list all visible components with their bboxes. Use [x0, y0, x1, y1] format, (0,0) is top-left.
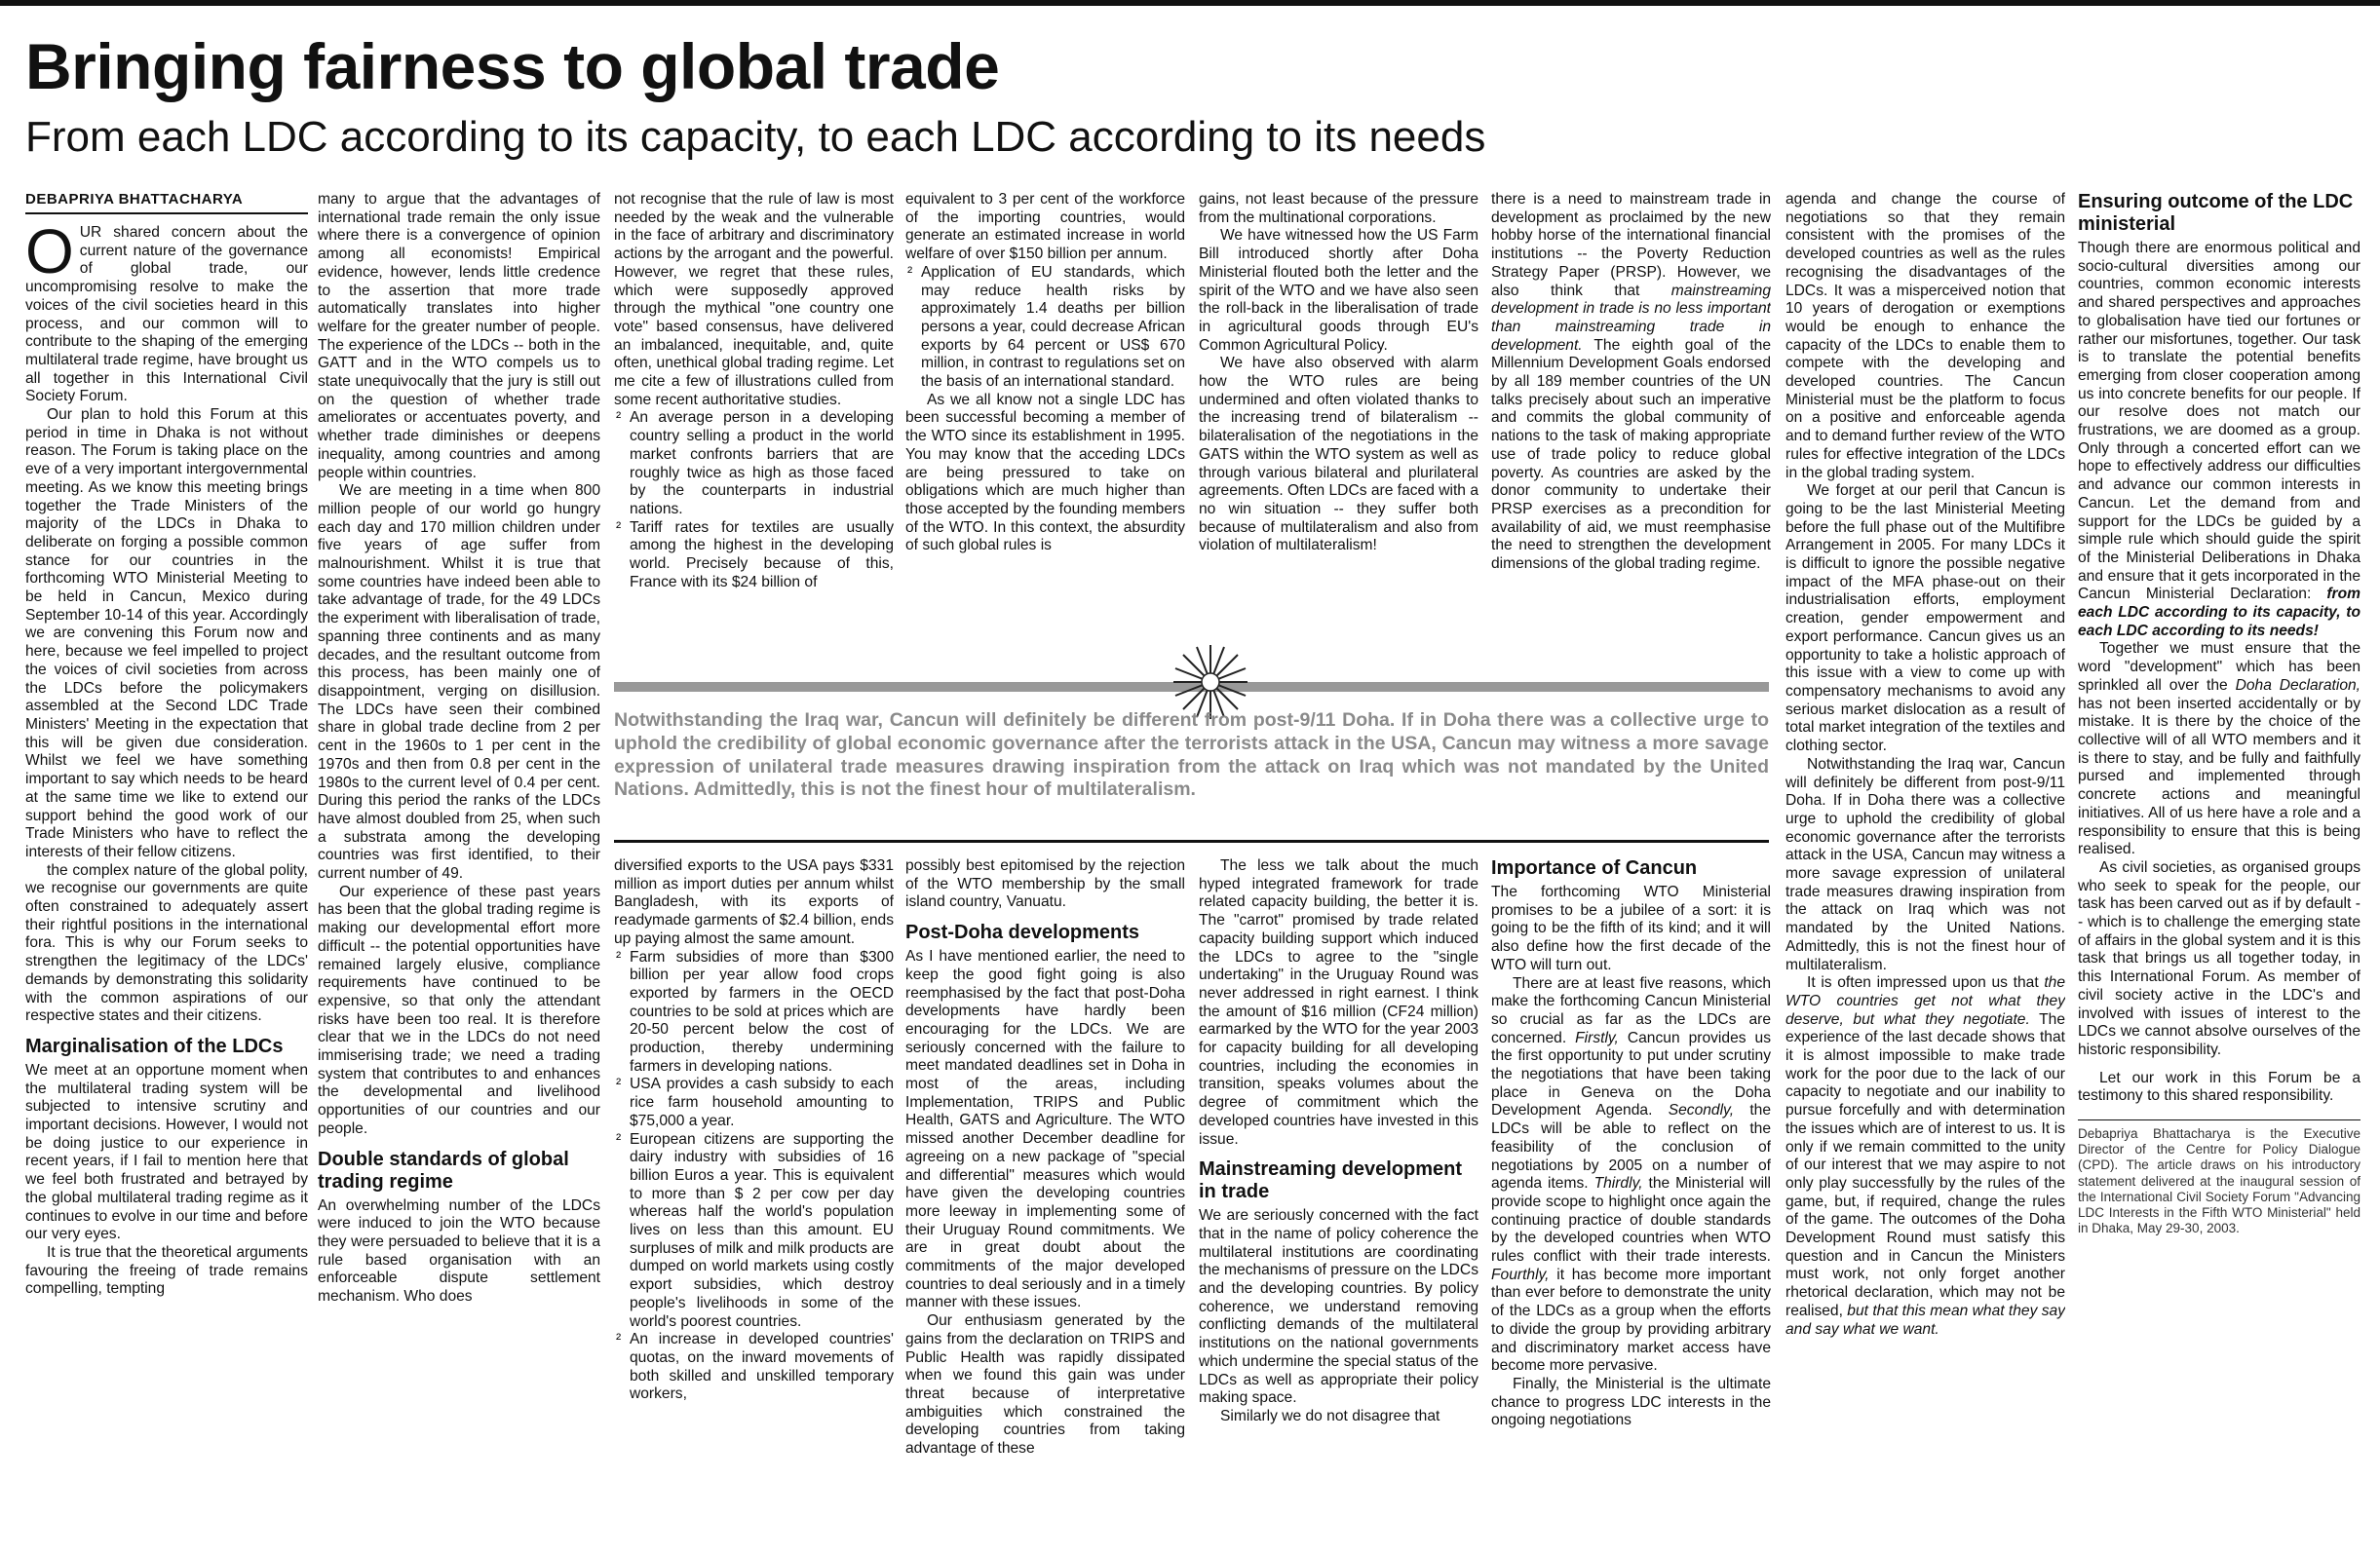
paragraph: As we all know not a single LDC has been successful becoming a member of the WTO since its establishment in 1995. You may know that the acceding LDCs are being pressured to take on obligations which are much higher than those accepted by the founding members of the WTO. In this context, the absurdity of such global rules is [905, 391, 1185, 554]
paragraph [1785, 974, 2065, 1339]
paragraph [1491, 191, 1771, 574]
text-run: There are at least five reasons, which make the forthcoming Cancun Ministerial so crucial as far as the LDCs are concerned. [1491, 974, 1771, 1046]
text-run: Cancun provides us the first opportunity to put under scrutiny the negotiations that have been taking place in Geneva on the Doha Development Agenda. [1491, 1029, 1771, 1119]
text-run: Though there are enormous political and socio-cultural diversities among our countries, common economic interests and shared perspectives and approaches to globalisation have tied our fortunes or rather our misfortunes, together. Our task is to translate the potential benefits emerging from closer cooperation among us into concrete benefits for our people. If our resolve does not match our frustrations, we are doomed as a group. Only through a concerted effort can we hope to effectively address our difficulties and advance our common interests in Cancun. Let the demand from and support for the LDCs be guided by a simple rule which should guide the spirit of the Ministerial Deliberations in Dhaka and ensure that it gets incorporated in the Cancun Ministerial Declaration: [2078, 240, 2361, 603]
headline: Bringing fairness to global trade [25, 30, 1000, 102]
section-heading-post-doha: Post-Doha developments [905, 922, 1140, 944]
text-run: the LDCs will be able to reflect on the feasibility of the conclusion of negotiations by 2005 on a number of agenda items. [1491, 1102, 1771, 1193]
paragraph [2078, 640, 2361, 858]
text-run: has not been inserted accidentally or by mistake. It is there by the choice of the collective will of all WTO members and it is there to stay, and be fully and faithfully pursed and implemented through concrete actions and meaningful initiatives. All of us here have a role and a responsibility to ensure that this is being realised. [2078, 695, 2361, 858]
pull-quote-text: Notwithstanding the Iraq war, Cancun will definitely be different from post-9/11 Doha. If in Doha there was a collective urge to uphold the credibility of global economic governance after the terrorists attack in the USA, Cancun may witness a more savage expression of unilateral trade measures drawing inspiration from the attack on Iraq which was not mandated by the United Nations. Admittedly, this is not the finest hour of multilateralism. [614, 709, 1769, 801]
text-run: there is a need to mainstream trade in development as proclaimed by the new hobby horse of the international financial institutions -- the Poverty Reduction Strategy Paper (PRSP). However, we also think that [1491, 191, 1771, 299]
pull-quote-rule [614, 840, 1769, 843]
paragraph: equivalent to 3 per cent of the workforce of the importing countries, would generate an estimated increase in world welfare of over $150 billion per annum. [905, 191, 1185, 263]
emphasis-run: but that this mean what they say and say what we want. [1785, 1302, 2065, 1338]
paragraph: We meet at an opportune moment when the multilateral trading system will be subjected to intensive scrutiny and important decisions. However, I would not be doing justice to our experience in recent years, if I fail to mention here that we feel both frustrated and betrayed by the global multilateral trading regime as it continues to evolve in our time and before our very eyes. [25, 1061, 308, 1243]
emphasis-run: from each LDC according to its capacity, to each LDC according to its needs! [2078, 586, 2361, 639]
section-heading-marginalisation: Marginalisation of the LDCs [25, 1035, 284, 1057]
top-rule [0, 0, 2380, 6]
footnote-item: ² An increase in developed countries' quotas, on the inward movements of both skilled and unskilled temporary workers, [614, 1331, 894, 1404]
paragraph: It is true that the theoretical arguments favouring the freeing of trade remains compelling, tempting [25, 1243, 308, 1298]
emphasis-run: Thirdly, [1593, 1175, 1643, 1193]
paragraph: We have witnessed how the US Farm Bill introduced shortly after Doha Ministerial flouted both the letter and the spirit of the WTO and we have also seen the roll-back in the liberalisation of trade in agricultural goods through EU's Common Agricultural Policy. [1199, 227, 1478, 354]
footnote-item: ² Application of EU standards, which may reduce health risks by approximately 1.4 deaths per billion persons a year, could decrease African exports by 64 percent or US$ 670 million, in contrast to regulations set on the basis of an international standard. [905, 264, 1185, 392]
paragraph: An overwhelming number of the LDCs were induced to join the WTO because they were persuaded to believe that it is a rule based organisation with an enforceable dispute settlement mechanism. Who does [318, 1196, 600, 1306]
paragraph: agenda and change the course of negotiations so that they remain consistent with the promises of the developed countries as well as the rules recognising the disadvantages of the LDCs. It was a misperceived notion that 10 years of derogation or exemptions would be enough to enhance the capacity of the LDCs to enable them to compete with the developing and developed countries. The Cancun Ministerial must be the platform to focus on a positive and enforceable agenda and to demand further review of the WTO rules for effective integration of the LDCs in the global trading system. [1785, 191, 2065, 481]
footnote-item: ² Farm subsidies of more than $300 billion per year allow food crops exported by farmers in the OECD countries to be sold at prices which are 20-50 percent below the cost of production, thereby undermining farmers in developing nations. [614, 949, 894, 1077]
footnote-item: ² European citizens are supporting the dairy industry with subsidies of 16 billion Euros a year. This is equivalent to more than $ 2 per cow per day whereas half the world's population lives on less than this amount. EU surpluses of milk and milk products are dumped on world markets using costly export subsidies, which destroy people's livelihoods in some of the world's poorest countries. [614, 1131, 894, 1332]
text-run: The eighth goal of the Millennium Development Goals endorsed by all 189 member countries of the UN talks precisely about such an imperative and commits the global community of nations to the task of making appropriate use of trade policy to reduce global poverty. As countries are asked by the donor community to undertake their PRSP exercises as a precondition for availability of aid, we must reemphasise the need to strengthen the development dimensions of the global trading regime. [1491, 336, 1771, 573]
text-run: Together we must ensure that the word "development" which has been sprinkled all over the [2078, 640, 2361, 694]
paragraph: diversified exports to the USA pays $331 million as import duties per annum whilst Bangladesh, with its exports of readymade garments of $2.4 billion, ends up paying almost the same amount. [614, 857, 894, 947]
drop-cap: O [25, 216, 74, 286]
article-column-5-bottom [1199, 857, 1478, 1547]
paragraph: Our plan to hold this Forum at this period in time in Dhaka is not without reason. The Forum is taking place on the eve of a very important intergovernmental meeting. As we know this meeting brings together the Trade Ministers of the majority of the LDCs in Dhaka to deliberate on forging a possible common stance for our countries in the forthcoming WTO Ministerial Meeting to be held in Cancun, Mexico during September 10-14 of this year. Accordingly we are convening this Forum now and here, because we feel impelled to project the voices of civil societies from across the LDCs before the policymakers assembled at the Second LDC Trade Ministers' Meeting in the expectation that this will be given due consideration. Whilst we feel we have something important to say which needs to be heard at the same time we like to extend our support behind the good work of our Trade Ministers who have to reflect the interests of their fellow citizens. [25, 406, 308, 860]
footnote-item: ² Tariff rates for textiles are usually among the highest in the developing world. Precisely because of this, France with its $24 billion of [614, 519, 894, 592]
article-column-7 [1785, 191, 2065, 1547]
emphasis-run: the WTO countries get not what they deserve, but what they negotiate. [1785, 974, 2065, 1028]
paragraph: We have also observed with alarm how the WTO rules are being undermined and often violated thanks to the increasing trend of bilateralism -- bilateralisation of the negotiations in the GATS within the WTO system as well as through various bilateral and plurilateral agreements. Often LDCs are faced with a no win situation -- they suffer both because of multilateralism and also from violation of multilateralism! [1199, 355, 1478, 554]
paragraph [2078, 240, 2361, 640]
paragraph: The forthcoming WTO Ministerial promises to be a jubilee of a sort: it is going to be the fifth of its kind; and it will also define how the first decade of the WTO will turn out. [1491, 884, 1771, 973]
paragraph: gains, not least because of the pressure from the multinational corporations. [1199, 191, 1478, 226]
subheadline: From each LDC according to its capacity, to each LDC according to its needs [25, 113, 1486, 161]
pull-quote [614, 682, 1769, 818]
article-column-3-top [614, 191, 894, 673]
article-column-6-bottom [1491, 857, 1771, 1547]
lead-text: UR shared concern about the current nature of the governance of global trade, our uncompromising resolve to make the voices of the civil societies heard in this process, and our common will to contribute to the shaping of the emerging multilateral trade regime, have brought us all together in this International Civil Society Forum. [25, 224, 308, 405]
emphasis-run: Secondly, [1668, 1102, 1735, 1119]
paragraph: We are seriously concerned with the fact that in the name of policy coherence the multilateral institutions are coordinating the mechanisms of pressure on the LDCs and the developing countries. By policy coherence, we understand removing conflicting demands of the multilateral institutions on the national governments which undermine the special status of the LDCs as well as appropriate their policy making space. [1199, 1207, 1478, 1407]
article-column-1 [25, 191, 308, 1547]
paragraph: As civil societies, as organised groups who seek to speak for the people, our task has been carved out as if by default -- which is to challenge the emerging state of affairs in the global system and it is this task that brings us all together today, in this International Forum. As member of civil society active in the LDC's and involved with issues of interest to the LDCs we cannot absolve ourselves of the historic responsibility. [2078, 858, 2361, 1058]
text-run: The experience of the last decade shows that it is almost impossible to make trade work for the poor due to the lack of our capacity to negotiate and our inability to pursue forcefully and with determination the issues which are of interest to us. It is only if we remain committed to the unity of our interest that we may aspire to not only play successfully by the rules of the game, but, if required, change the rules of the game. The outcomes of the Doha Development Round must satisfy this question and in Cancun the Ministers must work, not only forget another rhetorical declaration, which may not be realised, [1785, 1010, 2065, 1319]
text-run: it has become more important than ever before to demonstrate the unity of the LDCs as a group when the efforts to divide the group by providing arbitrary and discriminatory market access have become more pervasive. [1491, 1266, 1771, 1375]
paragraph: As I have mentioned earlier, the need to keep the good fight going is also reemphasised by the fact that post-Doha developments have hardly been encouraging for the LDCs. We are seriously concerned with the failure to meet mandated deadlines set in Doha in most of the areas, including Implementation, TRIPS and Public Health, GATS and Agriculture. The WTO missed another December deadline for agreeing on a new package of "special and differential" measures which would have given the developing countries more leeway in implementing some of their Uruguay Round commitments. We are in great doubt about the commitments of the major developed countries to deal seriously and in a timely manner with these issues. [905, 948, 1185, 1311]
paragraph: possibly best epitomised by the rejection of the WTO membership by the small island country, Vanuatu. [905, 857, 1185, 911]
article-column-8 [2078, 191, 2361, 1547]
article-column-6-top [1491, 191, 1771, 673]
paragraph: The less we talk about the much hyped integrated framework for trade related capacity building, the better it is. The "carrot" promised by trade related capacity building support which induced the LDCs to agree to the "single undertaking" in the Uruguay Round was never addressed in right earnest. I think the amount of $16 million (CF24 million) earmarked by the WTO for the year 2003 for capacity building for all developing countries, including the economies in transition, speaks volumes about the degree of commitment which the developed countries have invested in this issue. [1199, 857, 1478, 1148]
lead-paragraph [25, 216, 308, 406]
emphasis-run: Firstly, [1575, 1029, 1619, 1046]
paragraph: Notwithstanding the Iraq war, Cancun will definitely be different from post-9/11 Doha. If in Doha there was a collective urge to uphold the credibility of global economic governance after the terrorists attack in the USA, Cancun may witness a more savage expression of unilateral trade measures drawing inspiration from the attack on Iraq which was not mandated by the United Nations. Admittedly, this is not the finest hour of multilateralism. [1785, 755, 2065, 973]
emphasis-run: Doha Declaration, [2235, 676, 2361, 694]
section-heading-mainstreaming: Mainstreaming development in trade [1199, 1158, 1463, 1203]
paragraph: Our experience of these past years has been that the global trading regime is making our developmental effort more difficult -- the potential opportunities have remained largely elusive, compliance requirements have continued to be expensive, so that only the attendant risks have been too real. It is therefore clear that we in the LDCs do not need immiserising trade; we need a trading system that contributes to and enhances the developmental and livelihood opportunities of our countries and our people. [318, 883, 600, 1137]
footnote-item: ² An average person in a developing country selling a product in the world market confronts barriers that are roughly twice as high as those faced by the counterparts in industrial nations. [614, 409, 894, 518]
footnote-item: ² USA provides a cash subsidy to each rice farm household amounting to $75,000 a year. [614, 1076, 894, 1130]
text-run: the Ministerial will provide scope to highlight once again the continuing practice of double standards by the developed countries when WTO rules conflict with their trade interests. [1491, 1175, 1771, 1266]
section-heading-importance-of-cancun: Importance of Cancun [1491, 857, 1698, 879]
paragraph: not recognise that the rule of law is most needed by the weak and the vulnerable in the face of arbitrary and discriminatory actions by the arrogant and the powerful. However, we regret that these rules, which were supposedly approved through the mythical "one country one vote" based consensus, have delivered an imbalanced, inequitable, and, quite often, unethical global trading regime. Let me cite a few of illustrations culled from some recent authoritative studies. [614, 191, 894, 408]
paragraph [1491, 975, 1771, 1376]
paragraph: We forget at our peril that Cancun is going to be the last Ministerial Meeting before the full phase out of the Multifibre Arrangement in 2005. For many LDCs it is difficult to ignore the possible negative impact of the MFA phase-out on their industrialisation efforts, employment creation, gender empowerment and export performance. Cancun gives us an opportunity to take a holistic approach of this issue with a view to come up with compensatory mechanisms to avoid any serious market dislocation as a result of total market integration of the textiles and clothing sector. [1785, 482, 2065, 755]
article-column-2 [318, 191, 600, 1547]
paragraph: the complex nature of the global polity, we recognise our governments are quite often constrained to adequately assert their rightful positions in the international fora. This is why our Forum seeks to strengthen the legitimacy of the LDCs' demands by demonstrating this solidarity with the common aspirations of our respective states and their citizens. [25, 861, 308, 1025]
article-column-4-bottom [905, 857, 1185, 1547]
byline: DEBAPRIYA BHATTACHARYA [25, 191, 308, 214]
paragraph: Finally, the Ministerial is the ultimate chance to progress LDC interests in the ongoing negotiations [1491, 1375, 1771, 1429]
article-column-5-top [1199, 191, 1478, 673]
paragraph: many to argue that the advantages of international trade remain the only issue where there is a convergence of opinion among all economists! Empirical evidence, however, lends little credence to the assertion that more trade automatically translates into higher welfare for the greater number of people. The experience of the LDCs -- both in the GATT and in the WTO compels us to state unequivocally that the jury is still out on the question of whether trade ameliorates or accentuates poverty, and whether trade diminishes or deepens inequality, among countries and among people within countries. [318, 191, 600, 481]
emphasis-run: mainstreaming development in trade is no less important than mainstreaming trade in development. [1491, 282, 1771, 354]
paragraph: Let our work in this Forum be a testimony to this shared responsibility. [2078, 1069, 2361, 1105]
paragraph: Our enthusiasm generated by the gains from the declaration on TRIPS and Public Health was rapidly dissipated when we found this gain was under threat because of interpretative ambiguities which constrained the developing countries from taking advantage of these [905, 1312, 1185, 1458]
paragraph: Similarly we do not disagree that [1220, 1407, 1440, 1424]
emphasis-run: Fourthly, [1491, 1266, 1550, 1283]
section-heading-ensuring-outcome: Ensuring outcome of the LDC ministerial [2078, 191, 2354, 235]
article-column-4-top [905, 191, 1185, 673]
section-heading-double-standards: Double standards of global trading regime [318, 1148, 569, 1193]
text-run: It is often impressed upon us that [1807, 974, 2045, 992]
article-column-3-bottom [614, 857, 894, 1547]
paragraph: We are meeting in a time when 800 million people of our world go hungry each day and 170 million children under five years of age suffer from malnourishment. Whilst it is true that some countries have indeed been able to take advantage of trade, for the 49 LDCs the experiment with liberalisation of trade, spanning three continents and as many decades, and the resultant outcome from this process, has been mainly one of disappointment, verging on disillusion. The LDCs have seen their combined share in global trade decline from 2 per cent in the 1960s to 1 per cent in the 1970s and then from 0.8 per cent in the 1980s to the current level of 0.4 per cent. During this period the ranks of the LDCs have almost doubled from 25, when such a substrata among the developing countries was first identified, to their current number of 49. [318, 482, 600, 883]
author-bio: Debapriya Bhattacharya is the Executive Director of the Centre for Policy Dialogue (CPD). The article draws on his introductory statement delivered at the inaugural session of the International Civil Society Forum "Advancing LDC Interests in the Fifth WTO Ministerial" held in Dhaka, May 29-30, 2003. [2078, 1119, 2361, 1236]
